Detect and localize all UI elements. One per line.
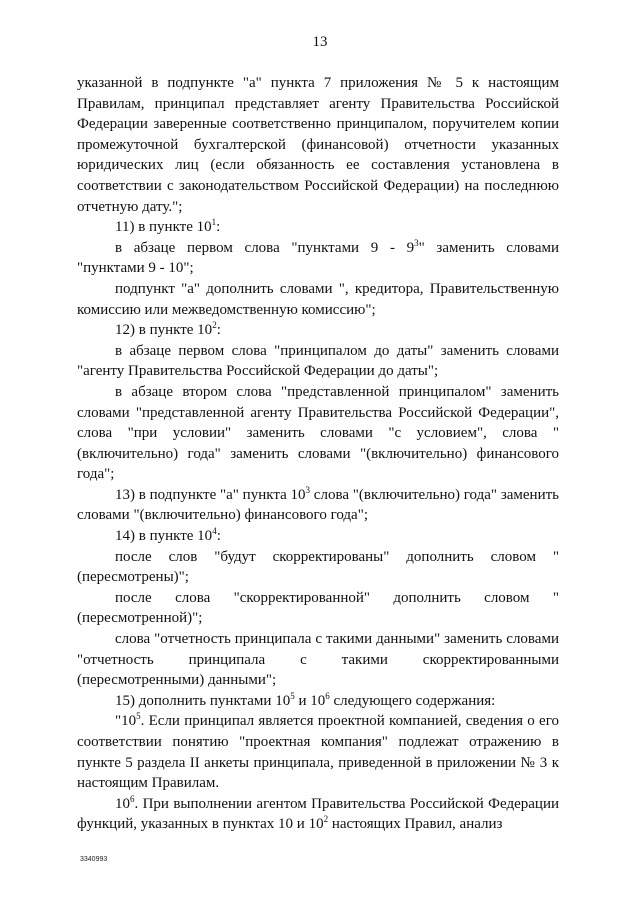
superscript-index: 6: [325, 690, 330, 701]
superscript-index: 6: [130, 793, 135, 804]
paragraph: [77, 73, 559, 217]
paragraph-text: . Если принципал является проектной компанией, сведения о его соответствии понятию "проектная компания" подлежат отражению в пункте 5 раздела II анкеты принципала, приведенной в приложении № 3 к настоящим Правилам.: [77, 713, 559, 792]
paragraph: [77, 217, 559, 238]
paragraph-text: 13) в подпункте "а" пункта 10: [115, 486, 306, 503]
superscript-index: 5: [136, 711, 141, 722]
paragraph: [77, 382, 559, 485]
superscript-index: 2: [212, 320, 217, 331]
paragraph-text: слова "отчетность принципала с такими данными" заменить словами "отчетность принципала с такими скорректированными (пересмотренными) данными";: [77, 631, 559, 689]
paragraph-text: " заменить словами "пунктами 9 - 10";: [77, 239, 559, 277]
paragraph-text: слова "(включительно) года" заменить словами "(включительно) финансового года";: [77, 486, 560, 524]
paragraph-text: 11) в пункте 10: [115, 219, 212, 236]
superscript-index: 4: [212, 526, 217, 537]
superscript-index: 2: [323, 814, 329, 825]
paragraph-text: в абзаце первом слова "принципалом до даты" заменить словами "агенту Правительства Российской Федерации до даты";: [77, 342, 559, 380]
paragraph: [77, 794, 559, 835]
paragraph-text: "10: [115, 713, 137, 730]
paragraph-text: после слова "скорректированной" дополнить словом "(пересмотренной)";: [77, 589, 559, 627]
paragraph: [77, 588, 559, 629]
paragraph: [77, 485, 559, 526]
paragraph-text: :: [216, 322, 221, 339]
paragraph-text: указанной в подпункте "а" пункта 7 приложения № 5 к настоящим Правилам, принципал представляет агенту Правительства Российской Федерации заверенные соответственно принципалом, поручителем копии промежуточной бухгалтерской (финансовой) отчетности указанных юридических лиц (если обязанность ее составления установлена в соответствии с законодательством Российской Федерации) на последнюю отчетную дату.";: [77, 75, 559, 215]
paragraph: [77, 238, 559, 279]
paragraph: [77, 691, 559, 712]
paragraph: [77, 279, 559, 320]
paragraph: [77, 547, 559, 588]
document-code: 3340993: [80, 856, 108, 863]
page-number: 13: [312, 34, 328, 50]
paragraph-text: 10: [115, 795, 130, 812]
paragraph: [77, 629, 559, 691]
paragraph: [77, 711, 559, 793]
paragraph-text: после слов "будут скорректированы" дополнить словом "(пересмотрены)";: [77, 548, 559, 586]
document-body: [77, 73, 559, 835]
paragraph: [77, 320, 559, 341]
paragraph-text: :: [216, 219, 221, 236]
paragraph-text: в абзаце втором слова "представленной принципалом" заменить словами "представленной агенту Правительства Российской Федерации", слова "при условии" заменить словами "с условием", слова "(включительно) года" заменить словами "(включительно) финансового года";: [77, 383, 559, 483]
paragraph-text: 15) дополнить пунктами 10: [115, 692, 291, 709]
paragraph: [77, 526, 559, 547]
paragraph-text: :: [216, 528, 221, 545]
paragraph-text: 14) в пункте 10: [115, 528, 213, 545]
paragraph-text: следующего содержания:: [329, 692, 496, 709]
superscript-index: 1: [211, 217, 217, 228]
paragraph-text: и 10: [294, 692, 326, 709]
paragraph-text: настоящих Правил, анализ: [328, 816, 503, 833]
paragraph-text: подпункт "а" дополнить словами ", кредитора, Правительственную комиссию или межведомственную комиссию";: [77, 280, 559, 318]
paragraph-text: 12) в пункте 10: [115, 322, 213, 339]
superscript-index: 5: [290, 690, 295, 701]
paragraph: [77, 341, 559, 382]
superscript-index: 3: [305, 484, 311, 495]
paragraph-text: . При выполнении агентом Правительства Российской Федерации функций, указанных в пунктах 10 и 10: [77, 795, 559, 833]
paragraph-text: в абзаце первом слова "пунктами 9 - 9: [115, 239, 415, 256]
superscript-index: 3: [414, 237, 419, 248]
